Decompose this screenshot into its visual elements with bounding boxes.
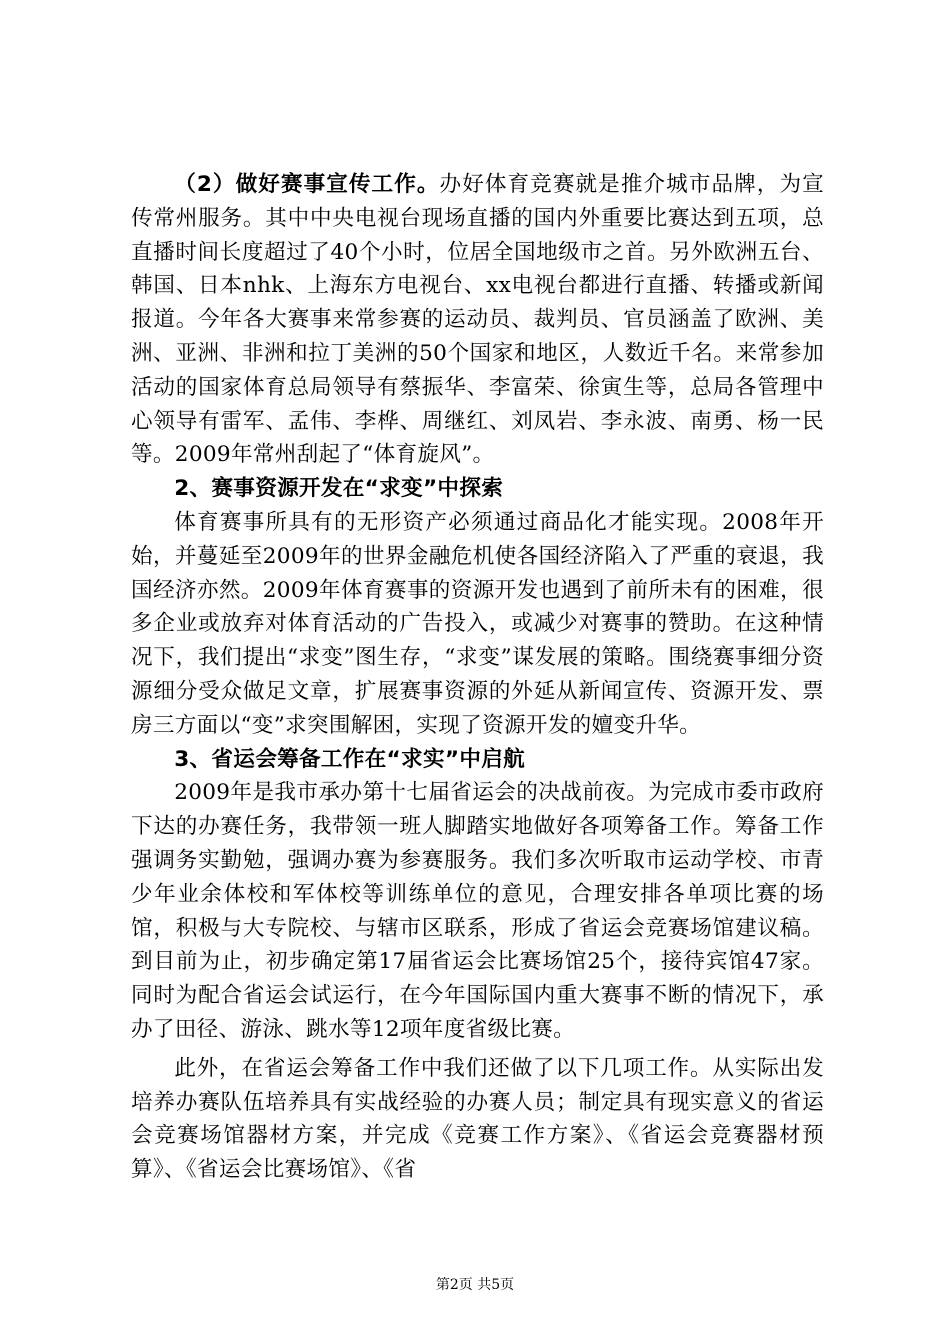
paragraph-additional-work: 此外，在省运会筹备工作中我们还做了以下几项工作。从实际出发培养办赛队伍培养具有实战经验的办赛人员；制定具有现实意义的省运会竞赛场馆器材方案，并完成《竞赛工作方案》、《省运会竞赛器材预算》、《省运会比赛场馆》、《省 [131, 1055, 824, 1183]
paragraph-publicity [131, 168, 824, 472]
page-number-footer: 第2页 共5页 [435, 1277, 515, 1293]
section-heading-resource-development: 2、赛事资源开发在“求变”中探索 [174, 476, 504, 502]
paragraph-text: 办好体育竞赛就是推介城市品牌，为宣传常州服务。其中中央电视台现场直播的国内外重要比赛达到五项，总直播时间长度超过了40个小时，位居全国地级市之首。另外欧洲五台、韩国、日本nhk、上海东方电视台、xx电视台都进行直播、转播或新闻报道。今年各大赛事来常参赛的运动员、裁判员、官员涵盖了欧洲、美洲、亚洲、非洲和拉丁美洲的50个国家和地区，人数近千名。来常参加活动的国家体育总局领导有蔡振华、李富荣、徐寅生等，总局各管理中心领导有雷军、孟伟、李桦、周继红、刘凤岩、李永波、南勇、杨一民等。2009年常州刮起了“体育旋风”。 [131, 172, 824, 468]
document-body [131, 168, 824, 1187]
paragraph-provincial-games: 2009年是我市承办第十七届省运会的决战前夜。为完成市委市政府下达的办赛任务，我带领一班人脚踏实地做好各项筹备工作。筹备工作强调务实勤勉，强调办赛为参赛服务。我们多次听取市运动学校、市青少年业余体校和军体校等训练单位的意见，合理安排各单项比赛的场馆，积极与大专院校、与辖市区联系，形成了省运会竞赛场馆建议稿。到目前为止，初步确定第17届省运会比赛场馆25个，接待宾馆47家。同时为配合省运会试运行，在今年国际国内重大赛事不断的情况下，承办了田径、游泳、跳水等12项年度省级比赛。 [131, 780, 824, 1042]
section-heading-provincial-games: 3、省运会筹备工作在“求实”中启航 [174, 746, 526, 772]
paragraph-heading: （2）做好赛事宣传工作。 [174, 172, 440, 197]
paragraph-resource-development: 体育赛事所具有的无形资产必须通过商品化才能实现。2008年开始，并蔓延至2009年的世界金融危机使各国经济陷入了严重的衰退，我国经济亦然。2009年体育赛事的资源开发也遇到了前所未有的困难，很多企业或放弃对体育活动的广告投入，或减少对赛事的赞助。在这种情况下，我们提出“求变”图生存，“求变”谋发展的策略。围绕赛事细分资源细分受众做足文章，扩展赛事资源的外延从新闻宣传、资源开发、票房三方面以“变”求突围解困，实现了资源开发的嬗变升华。 [131, 509, 824, 738]
